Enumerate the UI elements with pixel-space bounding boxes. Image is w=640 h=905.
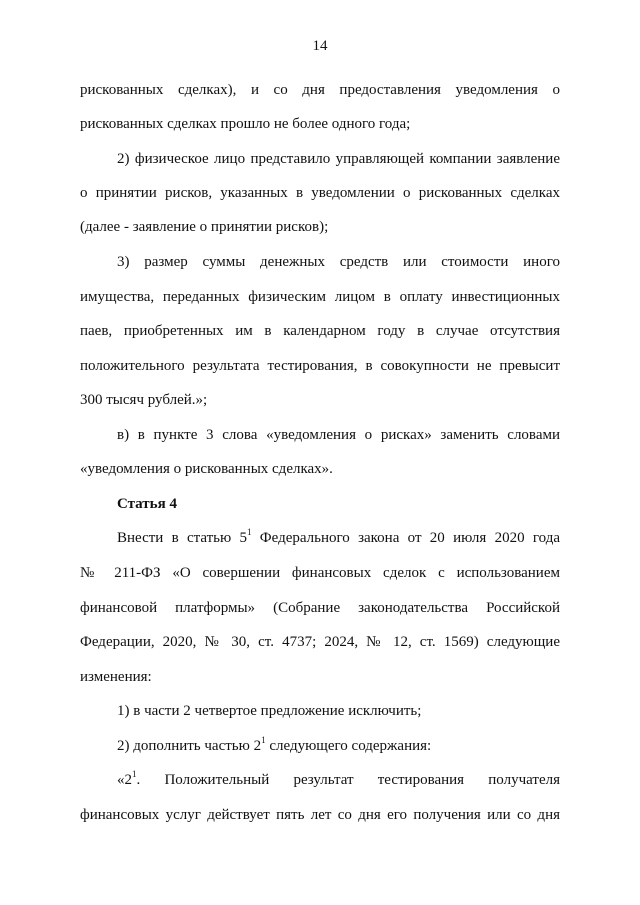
text-line: № 211-ФЗ «О совершении финансовых сделок с использованием <box>80 565 560 581</box>
text-line: изменения: <box>80 669 152 685</box>
text-line: в) в пункте 3 слова «уведомления о рисках» заменить словами <box>117 427 560 443</box>
text-line: имущества, переданных физическим лицом в оплату инвестиционных <box>80 289 560 305</box>
text-line: о принятии рисков, указанных в уведомлении о рискованных сделках <box>80 185 560 201</box>
text-line: «$2^1$. Положительный результат тестирования получателя <box>117 769 560 788</box>
page-number: 14 <box>312 38 328 54</box>
article-heading: Статья 4 <box>117 496 177 512</box>
text-line: финансовой платформы» (Собрание законодательства Российской <box>80 600 560 616</box>
text-line: паев, приобретенных им в календарном году в случае отсутствия <box>80 323 560 339</box>
text-line: 3) размер суммы денежных средств или стоимости иного <box>117 254 560 270</box>
text-line: Федерации, 2020, № 30, ст. 4737; 2024, № 12, ст. 1569) следующие <box>80 634 560 650</box>
text-line: 2) физическое лицо представило управляющей компании заявление <box>117 151 560 167</box>
text-line: финансовых услуг действует пять лет со дня его получения или со дня <box>80 807 560 823</box>
text-line: (далее - заявление о принятии рисков); <box>80 219 329 235</box>
text-line: 300 тысяч рублей.»; <box>80 392 208 408</box>
text-line: рискованных сделках прошло не более одного года; <box>80 116 411 132</box>
text-line: «уведомления о рискованных сделках». <box>80 461 333 477</box>
text-line: Внести в статью $5^1$ Федерального закона от 20 июля 2020 года <box>117 527 561 546</box>
text-line: рискованных сделках), и со дня предоставления уведомления о <box>80 82 560 98</box>
text-line: положительного результата тестирования, в совокупности не превысит <box>80 358 560 374</box>
text-line: 1) в части 2 четвертое предложение исключить; <box>117 703 422 719</box>
text-line: 2) дополнить частью $2^1$ следующего содержания: <box>117 735 432 754</box>
